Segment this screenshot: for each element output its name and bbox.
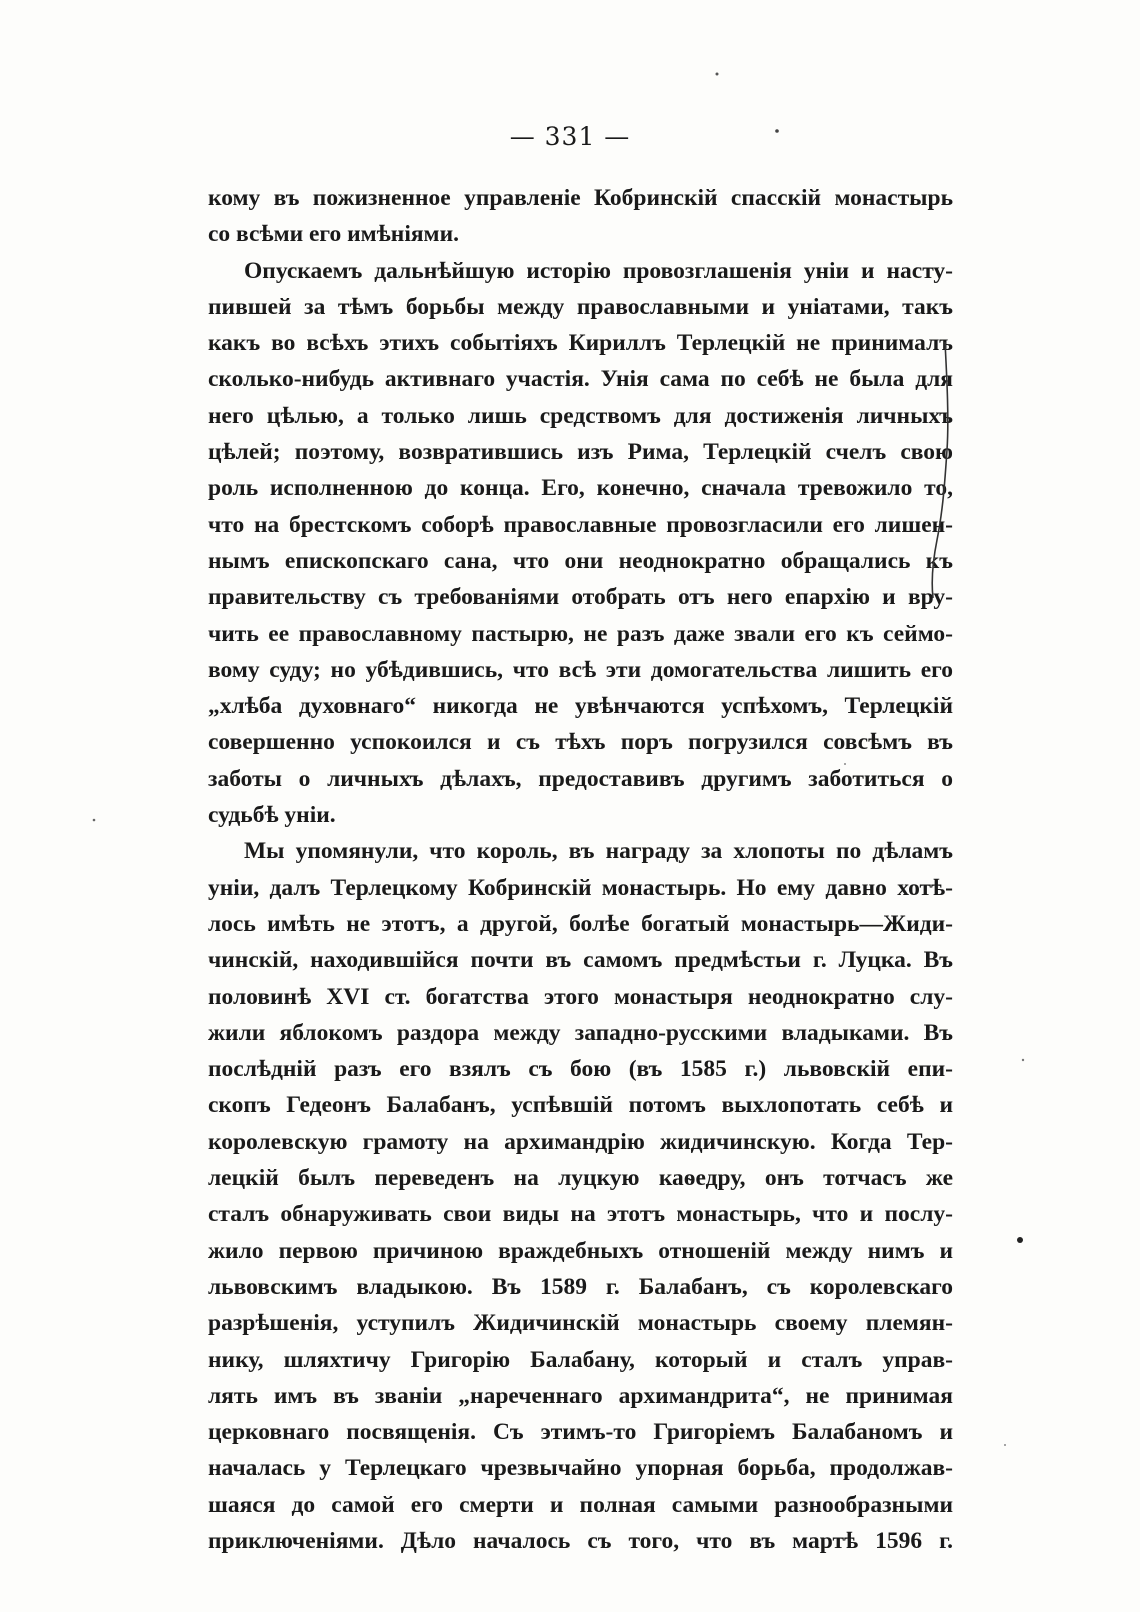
text-line: приключеніями. Дѣло началось съ того, что въ мартѣ 1596 г. <box>208 1527 953 1554</box>
text-line: правительству съ требованіями отобрать отъ него епархію и вру- <box>208 584 953 611</box>
text-line: нымъ епископскаго сана, что они неоднократно обращались къ <box>208 547 953 574</box>
text-line: шаяся до самой его смерти и полная самыми разнообразными <box>208 1491 953 1518</box>
text-line: вому суду; но убѣдившись, что всѣ эти домогательства лишить его <box>208 656 953 683</box>
text-line: лось имѣть не этотъ, а другой, болѣе богатый монастырь—Жиди- <box>208 910 953 937</box>
text-line: цѣлей; поэтому, возвратившись изъ Рима, Терлецкій счелъ свою <box>208 439 953 466</box>
text-line: „хлѣба духовнаго“ никогда не увѣнчаются успѣхомъ, Терлецкій <box>208 693 953 720</box>
text-line: сталъ обнаруживать свои виды на этотъ монастырь, что и послу- <box>208 1201 953 1228</box>
text-line: Опускаемъ дальнѣйшую исторію провозглашенія уніи и насту- <box>244 257 953 284</box>
text-line: судьбѣ уніи. <box>208 802 336 829</box>
text-line: Мы упомянули, что король, въ награду за хлопоты по дѣламъ <box>244 838 953 865</box>
text-line: что на брестскомъ соборѣ православные провозгласили его лишен- <box>208 511 953 538</box>
text-line: сколько-нибудь активнаго участія. Унія сама по себѣ не была для <box>208 366 953 393</box>
text-line: чить ее православному пастырю, не разъ даже звали его къ сеймо- <box>208 620 953 647</box>
text-line: послѣдній разъ его взялъ съ бою (въ 1585 г.) львовскій епи- <box>208 1056 953 1083</box>
text-line: разрѣшенія, уступилъ Жидичинскій монастырь своему племян- <box>208 1310 953 1337</box>
text-line: королевскую грамоту на архимандрію жидичинскую. Когда Тер- <box>208 1128 953 1155</box>
text-line: церковнаго посвященія. Съ этимъ-то Григоріемъ Балабаномъ и <box>208 1419 953 1446</box>
page-number: — 331 — <box>509 122 631 151</box>
text-line: чинскій, находившійся почти въ самомъ предмѣстьи г. Луцка. Въ <box>208 947 953 974</box>
body-text <box>208 180 953 1559</box>
text-line: совершенно успокоился и съ тѣхъ поръ погрузился совсѣмъ въ <box>208 729 953 756</box>
text-line: лять имъ въ званіи „нареченнаго архимандрита“, не принимая <box>208 1382 953 1409</box>
text-line: со всѣми его имѣніями. <box>208 221 459 248</box>
text-line: него цѣлью, а только лишь средствомъ для достиженія личныхъ <box>208 402 953 429</box>
text-line: роль исполненною до конца. Его, конечно, сначала тревожило то, <box>208 475 953 502</box>
text-line: заботы о личныхъ дѣлахъ, предоставивъ другимъ заботиться о <box>208 765 953 792</box>
text-line: жили яблокомъ раздора между западно-русскими владыками. Въ <box>208 1019 953 1046</box>
text-line: скопъ Гедеонъ Балабанъ, успѣвшій потомъ выхлопотать себѣ и <box>208 1092 953 1119</box>
text-line: пившей за тѣмъ борьбы между православными и уніатами, такъ <box>208 293 953 320</box>
text-line: львовскимъ владыкою. Въ 1589 г. Балабанъ, съ королевскаго <box>208 1273 953 1300</box>
text-line: кому въ пожизненное управленіе Кобринскій спасскій монастырь <box>208 185 953 211</box>
text-line: началась у Терлецкаго чрезвычайно упорная борьба, продолжав- <box>208 1455 953 1482</box>
text-line: какъ во всѣхъ этихъ событіяхъ Кириллъ Терлецкій не принималъ <box>208 330 953 357</box>
text-line: лецкій былъ переведенъ на луцкую каѳедру, онъ тотчасъ же <box>208 1165 953 1192</box>
text-line: жило первою причиною враждебныхъ отношеній между нимъ и <box>208 1237 953 1264</box>
text-line: половинѣ XVI ст. богатства этого монастыря неоднократно слу- <box>208 983 953 1010</box>
text-line: нику, шляхтичу Григорію Балабану, который и сталъ управ- <box>208 1346 953 1373</box>
text-line: уніи, далъ Терлецкому Кобринскій монастырь. Но ему давно хотѣ- <box>208 874 953 901</box>
